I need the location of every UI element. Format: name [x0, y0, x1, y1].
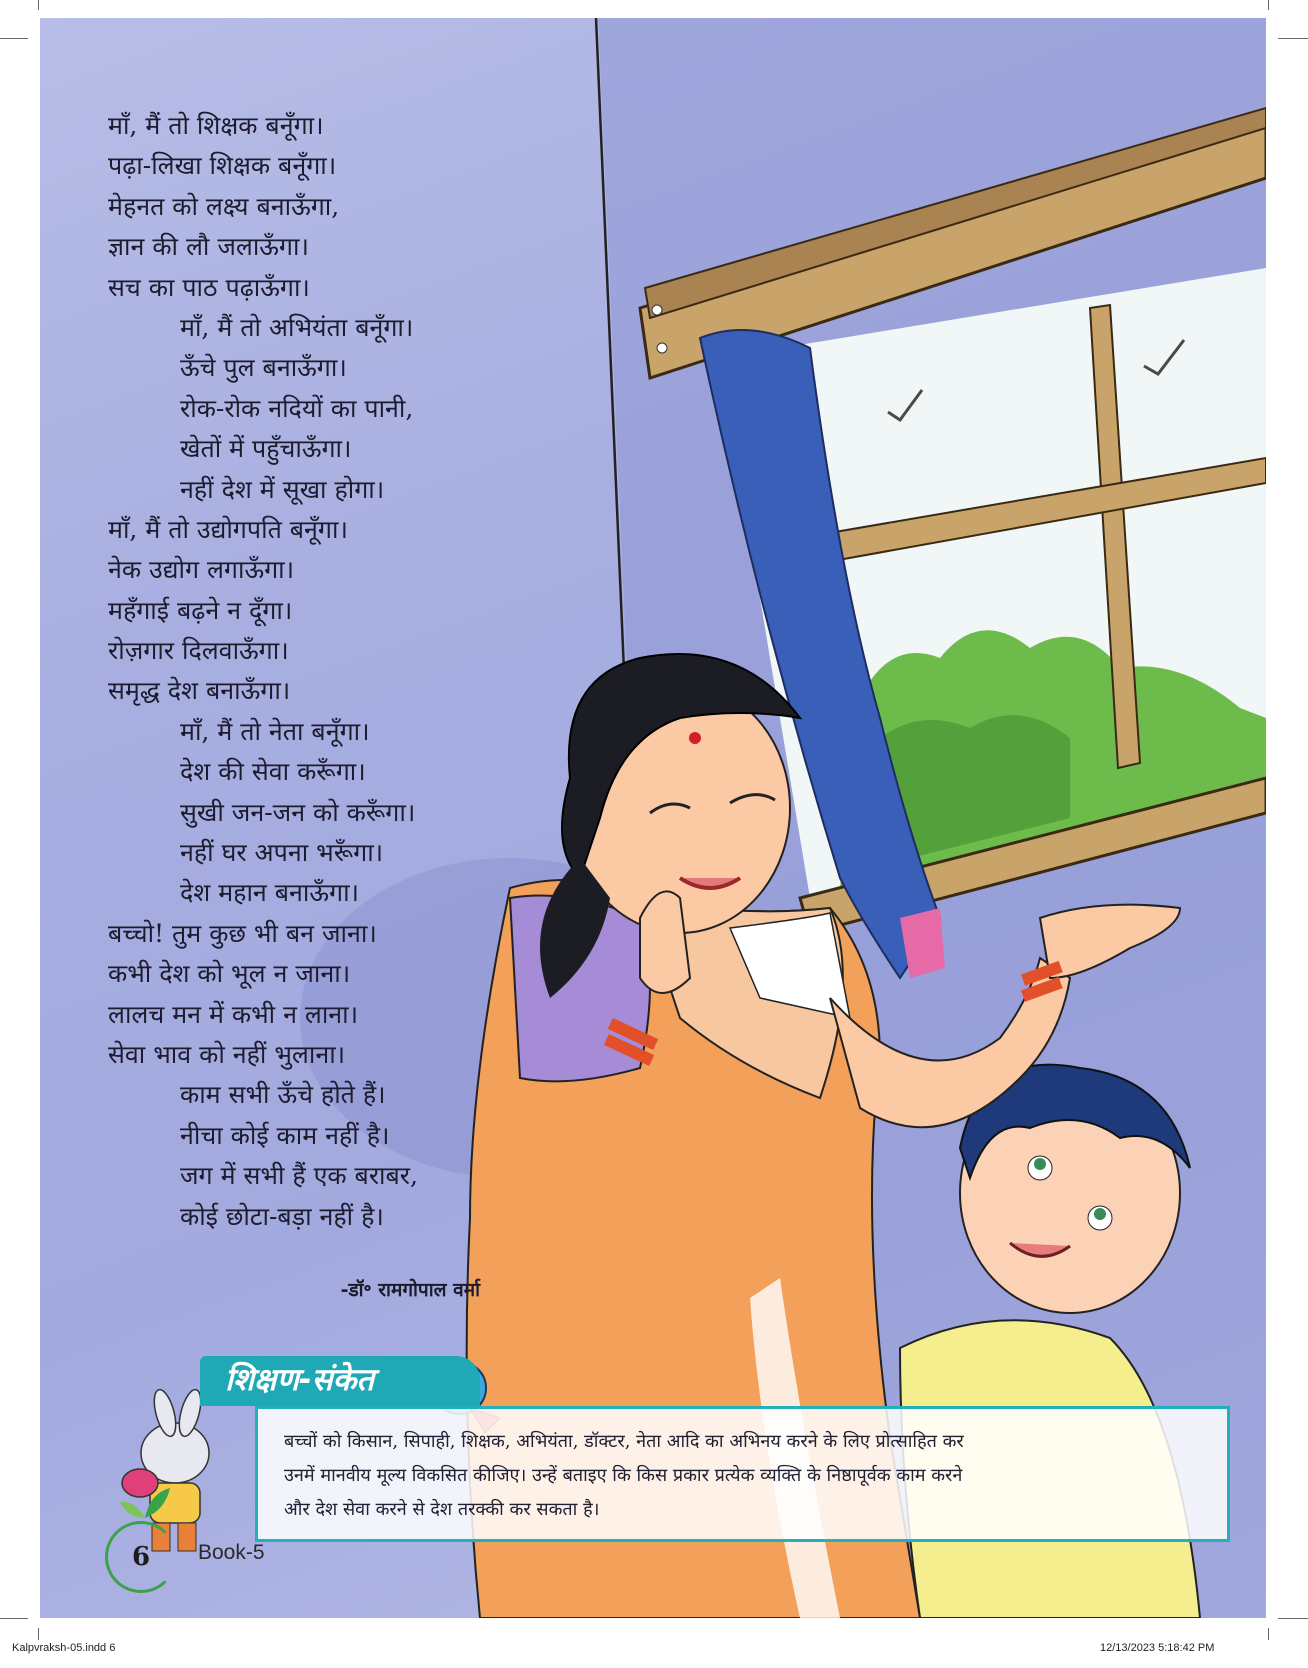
poem-line: काम सभी ऊँचे होते हैं। [180, 1080, 386, 1110]
crop-mark [38, 1628, 39, 1640]
poem-line: रोक-रोक नदियों का पानी, [180, 393, 414, 423]
crop-mark [1268, 1628, 1269, 1640]
poem-line: कभी देश को भूल न जाना। [108, 959, 351, 989]
poem-text [108, 106, 568, 1237]
poem-author: -डॉ॰ रामगोपाल वर्मा [340, 1279, 480, 1301]
poem-line: लालच मन में कभी न लाना। [108, 999, 359, 1029]
crop-mark [0, 38, 28, 39]
poem-line: माँ, मैं तो अभियंता बनूँगा। [180, 312, 414, 342]
teaching-tip-line: बच्चों को किसान, सिपाही, शिक्षक, अभियंता, डॉक्टर, नेता आदि का अभिनय करने के लिए प्रोत्साहित कर [284, 1431, 964, 1452]
teaching-tip-line: और देश सेवा करने से देश तरक्की कर सकता है। [284, 1499, 600, 1520]
poem-line: पढ़ा-लिखा शिक्षक बनूँगा। [108, 151, 337, 181]
poem-line: नीचा कोई काम नहीं है। [180, 1120, 390, 1150]
poem-line: महँगाई बढ़ने न दूँगा। [108, 595, 293, 625]
book-page [40, 18, 1266, 1618]
print-slug-timestamp: 12/13/2023 5:18:42 PM [1100, 1642, 1215, 1654]
teaching-tip-box [255, 1406, 1230, 1542]
poem-line: रोज़गार दिलवाऊँगा। [108, 636, 289, 666]
teaching-tip-heading: शिक्षण-संकेत [225, 1362, 375, 1398]
poem-line: सच का पाठ पढ़ाऊँगा। [108, 272, 310, 302]
poem-line: मेहनत को लक्ष्य बनाऊँगा, [108, 191, 340, 221]
crop-mark [38, 0, 39, 10]
poem-line: समृद्ध देश बनाऊँगा। [108, 676, 291, 706]
poem-line: देश महान बनाऊँगा। [180, 878, 360, 908]
poem-line: नहीं देश में सूखा होगा। [180, 474, 385, 504]
poem-line: सेवा भाव को नहीं भुलाना। [108, 1039, 346, 1069]
crop-mark [0, 1618, 28, 1619]
poem-line: कोई छोटा-बड़ा नहीं है। [180, 1201, 384, 1231]
poem-line: माँ, मैं तो उद्योगपति बनूँगा। [108, 514, 348, 544]
crop-mark [1278, 1618, 1308, 1619]
book-label: Book-5 [198, 1541, 265, 1564]
poem-line: सुखी जन-जन को करूँगा। [180, 797, 416, 827]
crop-mark [1268, 0, 1269, 10]
poem-line: माँ, मैं तो नेता बनूँगा। [180, 716, 370, 746]
poem-line: नहीं घर अपना भरूँगा। [180, 838, 384, 868]
poem-line: माँ, मैं तो शिक्षक बनूँगा। [108, 111, 324, 140]
poem-line: ज्ञान की लौ जलाऊँगा। [108, 232, 309, 262]
poem-line: बच्चो! तुम कुछ भी बन जाना। [108, 918, 377, 948]
poem-line: देश की सेवा करूँगा। [180, 757, 366, 787]
crop-mark [1278, 38, 1308, 39]
poem-line: खेतों में पहुँचाऊँगा। [180, 434, 352, 464]
teaching-tip-line: उनमें मानवीय मूल्य विकसित कीजिए। उन्हें बताइए कि किस प्रकार प्रत्येक व्यक्ति के निष्ठापूर्वक काम करने [284, 1465, 963, 1486]
poem-line: नेक उद्योग लगाऊँगा। [108, 555, 295, 585]
print-slug-file: Kalpvraksh-05.indd 6 [12, 1642, 116, 1654]
poem-line: जग में सभी हैं एक बराबर, [180, 1161, 418, 1191]
poem-line: ऊँचे पुल बनाऊँगा। [180, 353, 347, 383]
page-number: 6 [105, 1521, 177, 1593]
